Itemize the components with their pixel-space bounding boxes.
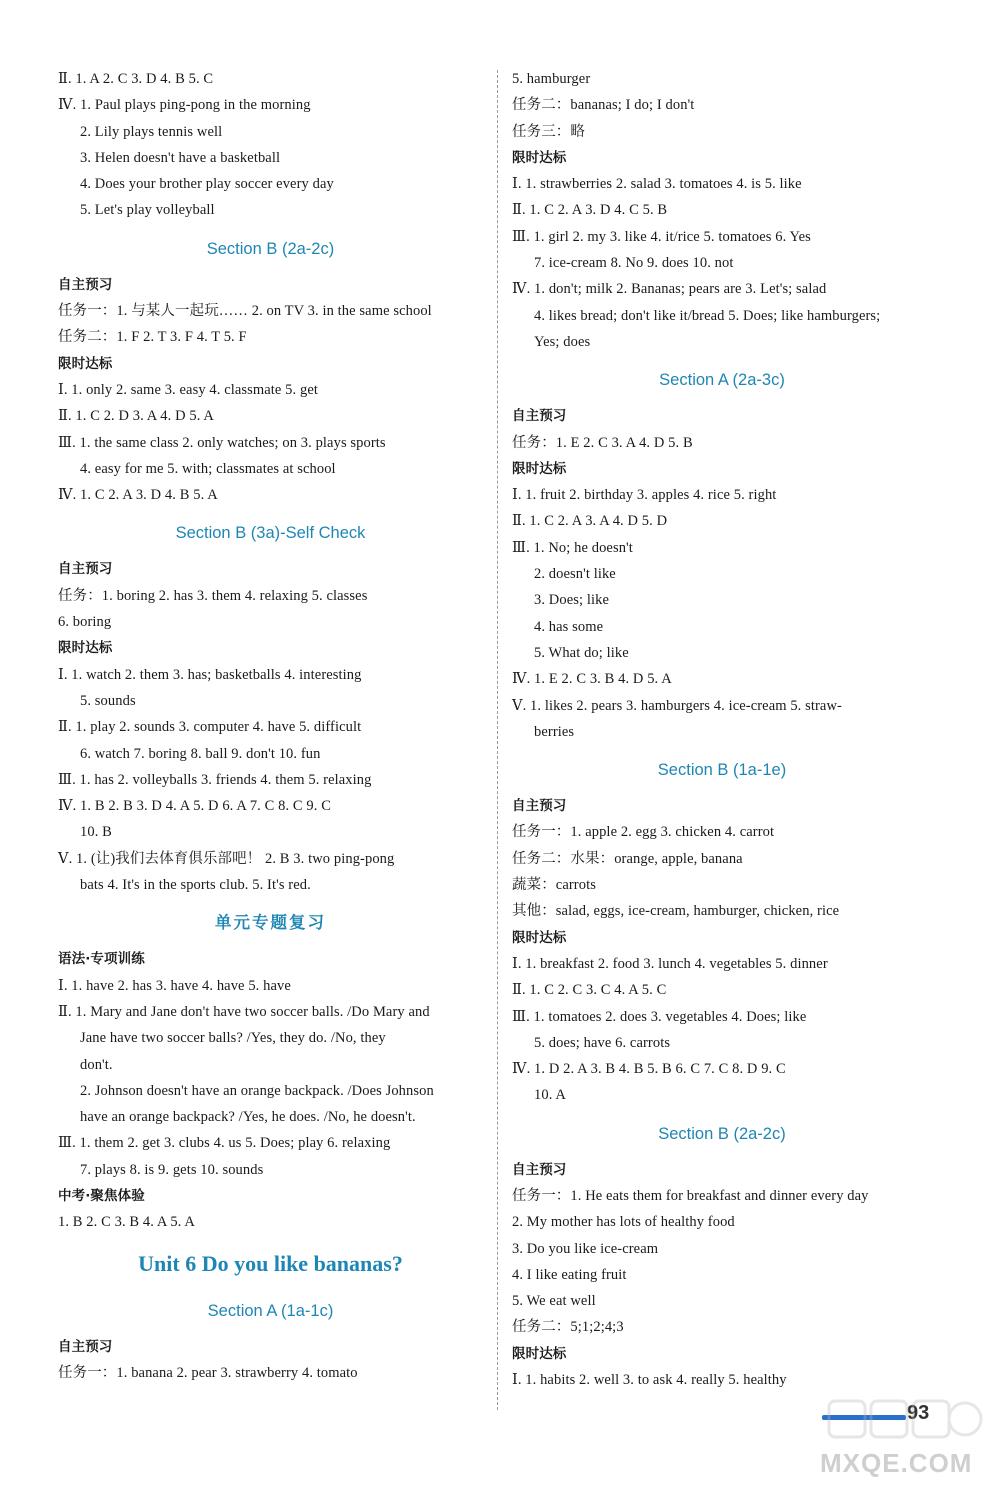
- sub-heading: 自主预习: [58, 276, 113, 293]
- answer-line: 4. I like eating fruit: [512, 1266, 627, 1283]
- answer-line: 任务二：水果：orange, apple, banana: [512, 850, 743, 867]
- answer-line: 任务一：1. apple 2. egg 3. chicken 4. carrot: [512, 824, 775, 841]
- answer-line: 任务二：5;1;2;4;3: [512, 1319, 624, 1336]
- answer-line: 6. boring: [58, 614, 112, 631]
- page-number: 93: [907, 1402, 930, 1424]
- answer-line: Ⅲ. 1. No; he doesn't: [512, 539, 633, 556]
- right-column: [512, 66, 932, 1393]
- sub-heading: 自主预习: [58, 1338, 113, 1355]
- answer-line: 5. Let's play volleyball: [80, 202, 215, 219]
- answer-line: bats 4. It's in the sports club. 5. It's red.: [80, 877, 311, 894]
- answer-line: 3. Helen doesn't have a basketball: [80, 149, 281, 166]
- answer-line: 2. My mother has lots of healthy food: [512, 1214, 735, 1231]
- sub-heading: 限时达标: [58, 355, 113, 372]
- answer-line: 任务二：bananas; I do; I don't: [512, 97, 695, 114]
- answer-line: Ⅴ. 1. (让)我们去体育俱乐部吧！ 2. B 3. two ping-pong: [58, 850, 395, 867]
- answer-line: Ⅲ. 1. has 2. volleyballs 3. friends 4. them 5. relaxing: [58, 771, 372, 788]
- sub-heading: 自主预习: [512, 798, 567, 815]
- answer-line: 10. B: [80, 824, 112, 841]
- section-heading: Section B (1a-1e): [657, 761, 787, 780]
- answer-line: Ⅲ. 1. tomatoes 2. does 3. vegetables 4. Does; like: [512, 1008, 807, 1025]
- answer-line: 7. ice-cream 8. No 9. does 10. not: [534, 255, 734, 272]
- answer-line: 任务三：略: [512, 123, 585, 140]
- answer-line: 任务：1. boring 2. has 3. them 4. relaxing 5. classes: [58, 587, 368, 604]
- answer-line: 蔬菜：carrots: [512, 877, 596, 894]
- answer-line: 5. What do; like: [534, 644, 629, 661]
- answer-line: 3. Does; like: [534, 592, 609, 609]
- answer-line: Yes; does: [534, 333, 591, 350]
- answer-line: 2. Johnson doesn't have an orange backpack. /Does Johnson: [80, 1082, 434, 1099]
- left-column: [58, 66, 483, 1386]
- sub-heading: 语法·专项训练: [58, 951, 145, 968]
- answer-line: 7. plays 8. is 9. gets 10. sounds: [80, 1161, 264, 1178]
- sub-heading: 限时达标: [512, 929, 567, 946]
- section-heading: Section A (1a-1c): [207, 1301, 334, 1320]
- answer-line: 1. B 2. C 3. B 4. A 5. A: [58, 1214, 195, 1231]
- answer-line: Ⅱ. 1. play 2. sounds 3. computer 4. have 5. difficult: [58, 719, 362, 736]
- answer-line: 10. A: [534, 1087, 566, 1104]
- answer-line: Ⅱ. 1. C 2. C 3. C 4. A 5. C: [512, 982, 667, 999]
- answer-line: Ⅰ. 1. watch 2. them 3. has; basketballs 4. interesting: [58, 666, 362, 683]
- answer-line: Ⅰ. 1. breakfast 2. food 3. lunch 4. vegetables 5. dinner: [512, 955, 828, 972]
- sub-heading: 限时达标: [512, 149, 567, 166]
- watermark-text: MXQE.COM: [820, 1448, 973, 1478]
- answer-line: 5. We eat well: [512, 1293, 596, 1310]
- sub-heading: 限时达标: [58, 640, 113, 657]
- answer-line: 6. watch 7. boring 8. ball 9. don't 10. fun: [80, 745, 321, 762]
- answer-line: 4. Does your brother play soccer every day: [80, 176, 334, 193]
- answer-line: Ⅳ. 1. C 2. A 3. D 4. B 5. A: [58, 487, 218, 504]
- answer-line: Ⅱ. 1. Mary and Jane don't have two soccer balls. /Do Mary and: [58, 1003, 430, 1020]
- answer-line: Ⅲ. 1. girl 2. my 3. like 4. it/rice 5. tomatoes 6. Yes: [512, 228, 811, 245]
- answer-line: 2. doesn't like: [534, 566, 616, 583]
- answer-line: Ⅳ. 1. E 2. C 3. B 4. D 5. A: [512, 671, 672, 688]
- answer-line: Ⅲ. 1. the same class 2. only watches; on 3. plays sports: [58, 434, 386, 451]
- section-heading: Section A (2a-3c): [659, 371, 785, 390]
- sub-heading: 中考·聚焦体验: [58, 1187, 145, 1204]
- answer-line: 5. sounds: [80, 692, 136, 709]
- answer-line: Ⅰ. 1. only 2. same 3. easy 4. classmate 5. get: [58, 381, 318, 398]
- answer-line: Ⅰ. 1. strawberries 2. salad 3. tomatoes 4. is 5. like: [512, 176, 802, 193]
- answer-line: 4. likes bread; don't like it/bread 5. Does; like hamburgers;: [534, 307, 881, 324]
- answer-line: Ⅰ. 1. fruit 2. birthday 3. apples 4. rice 5. right: [512, 487, 777, 504]
- answer-line: Ⅳ. 1. Paul plays ping-pong in the morning: [58, 97, 311, 114]
- answer-line: Ⅳ. 1. don't; milk 2. Bananas; pears are 3. Let's; salad: [512, 281, 827, 298]
- answer-line: Ⅱ. 1. C 2. A 3. A 4. D 5. D: [512, 513, 668, 530]
- answer-line: 任务二：1. F 2. T 3. F 4. T 5. F: [58, 329, 247, 346]
- sub-heading: 限时达标: [512, 460, 567, 477]
- answer-line: 5. does; have 6. carrots: [534, 1034, 671, 1051]
- answer-line: Ⅱ. 1. A 2. C 3. D 4. B 5. C: [58, 71, 214, 87]
- answer-line: have an orange backpack? /Yes, he does. /No, he doesn't.: [80, 1109, 416, 1126]
- answer-line: don't.: [80, 1056, 113, 1073]
- unit-title: Unit 6 Do you like bananas?: [138, 1250, 403, 1276]
- answer-line: Ⅰ. 1. have 2. has 3. have 4. have 5. have: [58, 977, 291, 994]
- answer-line: 2. Lily plays tennis well: [80, 123, 223, 140]
- sub-heading: 自主预习: [512, 1161, 567, 1178]
- answer-line: Ⅱ. 1. C 2. A 3. D 4. C 5. B: [512, 202, 668, 219]
- section-heading: Section B (3a)-Self Check: [175, 524, 366, 543]
- answer-line: Ⅱ. 1. C 2. D 3. A 4. D 5. A: [58, 408, 214, 425]
- answer-line: Ⅴ. 1. likes 2. pears 3. hamburgers 4. ice-cream 5. straw-: [512, 697, 842, 714]
- column-divider: [497, 70, 498, 1410]
- answer-line: Ⅰ. 1. habits 2. well 3. to ask 4. really 5. healthy: [512, 1372, 787, 1389]
- answer-line: Ⅲ. 1. them 2. get 3. clubs 4. us 5. Does; play 6. relaxing: [58, 1135, 391, 1152]
- answer-line: 任务一：1. He eats them for breakfast and dinner every day: [512, 1187, 869, 1204]
- answer-line: Ⅳ. 1. D 2. A 3. B 4. B 5. B 6. C 7. C 8. D 9. C: [512, 1061, 786, 1078]
- answer-line: 4. has some: [534, 618, 604, 635]
- sub-heading: 自主预习: [512, 408, 567, 425]
- answer-line: 任务一：1. 与某人一起玩…… 2. on TV 3. in the same school: [58, 303, 432, 320]
- sub-heading: 自主预习: [58, 561, 113, 578]
- answer-line: 其他：salad, eggs, ice-cream, hamburger, chicken, rice: [512, 903, 840, 920]
- answer-line: Ⅳ. 1. B 2. B 3. D 4. A 5. D 6. A 7. C 8. C 9. C: [58, 798, 331, 815]
- answer-line: 3. Do you like ice-cream: [512, 1240, 659, 1257]
- answer-line: 5. hamburger: [512, 71, 591, 87]
- sub-heading: 限时达标: [512, 1345, 567, 1362]
- answer-line: berries: [534, 723, 575, 740]
- watermark-logo-icon: [825, 1395, 985, 1443]
- section-heading: Section B (2a-2c): [206, 239, 335, 258]
- answer-line: 4. easy for me 5. with; classmates at school: [80, 460, 336, 477]
- section-heading: 单元专题复习: [215, 914, 326, 933]
- answer-line: 任务一：1. banana 2. pear 3. strawberry 4. tomato: [58, 1364, 358, 1381]
- answer-line: Jane have two soccer balls? /Yes, they do. /No, they: [80, 1030, 386, 1047]
- answer-line: 任务：1. E 2. C 3. A 4. D 5. B: [512, 434, 693, 451]
- section-heading: Section B (2a-2c): [658, 1124, 786, 1143]
